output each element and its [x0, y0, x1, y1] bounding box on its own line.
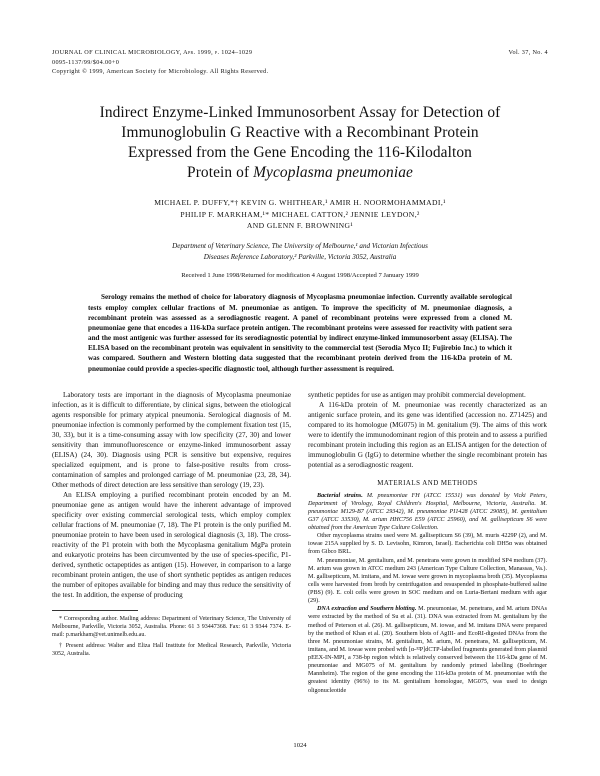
footnote-corresponding-author: * Corresponding author. Mailing address: Department of Veterinary Science, The University of Melbourne, Parkville, Victoria 3052, Australia. Phone: 61 3 93447368. Fax: 61 3 9344 7374. E-mail: p.markham@vet.unimelb.edu.au. — [52, 616, 291, 639]
body-columns — [52, 390, 548, 695]
left-paragraph-1: Laboratory tests are important in the diagnosis of Mycoplasma pneumoniae infection, as it is difficult to differentiate, by clinical signs, between the etiological agents responsible for primary atypical pneumonia. Serological diagnosis of M. pneumoniae infection is commonly performed by the complement fixation test (15, 30, 33), but it is a time-consuming assay with low specificity (27, 30) and lower sensitivity than immunofluorescence or enzyme-linked immunosorbent assay (ELISA) (24, 30). Diagnosis using PCR is sensitive but expensive, requires specialized equipment, and is prone to false-positive results from cross-contamination of samples and prolonged carriage of M. pneumoniae (23, 28, 34). Other methods of direct detection are less sensitive than serology (19, 23). — [52, 390, 291, 489]
methods-paragraph-bacterial-strains — [308, 492, 547, 533]
methods-paragraph-dna-extraction — [308, 605, 547, 694]
page-number: 1024 — [293, 742, 307, 749]
materials-and-methods-body — [308, 492, 547, 695]
section-heading-materials-and-methods: MATERIALS AND METHODS — [377, 479, 478, 487]
affiliation-line-1: Department of Veterinary Science, The University of Melbourne,¹ and Victorian Infectious — [172, 242, 428, 251]
author-list — [52, 197, 548, 232]
journal-issn-line: 0095-1137/99/$04.00+0 — [52, 58, 120, 66]
methods-paragraph-2: Other mycoplasma strains used were M. gallisepticum S6 (39), M. muris 4229P (2), and M. iowae 215A supplied by S. D. Levisohn, Kimron, Israel). Escherichia coli DH5α was obtained from Gibco BRL. — [308, 533, 547, 556]
page-title — [52, 103, 548, 183]
title-line-4-prefix: Protein of — [187, 163, 254, 181]
journal-header-left — [52, 48, 268, 77]
author-affiliation — [52, 241, 548, 262]
title-line-3: Expressed from the Gene Encoding the 116-Kilodalton — [128, 143, 472, 161]
title-line-1: Indirect Enzyme-Linked Immunosorbent Assay for Detection of — [99, 103, 501, 121]
journal-copyright-line: Copyright © 1999, American Society for Microbiology. All Rights Reserved. — [52, 68, 269, 76]
right-paragraph-1: synthetic peptides for use as antigen may prohibit commercial development. — [308, 390, 526, 399]
right-paragraph-2: A 116-kDa protein of M. pneumoniae was recently characterized as an antigenic surface protein, and its gene was identified (accession no. Z71425) and compared to its homologue (MG075) in M. genitalium (9). The aims of this work were to identify the immunodominant region of this protein and to assess a purified recombinant protein including this region as an ELISA antigen for the detection of immunoglobulin G (IgG) to determine whether the single recombinant protein has potential as a serodiagnostic reagent. — [308, 400, 547, 469]
methods-text-4: M. pneumoniae, M. penetrans, and M. arium DNAs were extracted by the method of Su et al. (31). DNA was extracted from M. genitalium by the method of Peterson et al. (26). M. gallisepticum, M. iowae, and M. imitans DNA were prepared by the method of Khan et al. (20). Southern blots of AgIII- and EcoRI-digested DNAs from the three M. pneumoniae strains, M. genitalium, M. arium, M. penetrans, M. gallisepticum, M. imitans, and M. iowae were probed with [α-³²P]dCTP-labelled fragments generated from plasmid pEEX-IN-MPI, a 738-bp region which is relatively conserved between the 116-kDa gene of M. pneumoniae and MG075 of M. genitalium by randomly primed labelling (Boehringer Mannheim). The region of the gene encoding the 116-kDa protein of M. pneumoniae with the greatest identity (96%) to its M. genitalium homologue, MG075, was used to design oligonucleotide — [308, 606, 547, 694]
methods-run-in-head-bacterial-strains: Bacterial strains. — [317, 492, 367, 499]
article-content — [52, 48, 548, 695]
received-dates: Received 1 June 1998/Returned for modification 4 August 1998/Accepted 7 January 1999 — [181, 272, 419, 280]
methods-run-in-head-dna-extraction: DNA extraction and Southern blotting. — [317, 606, 419, 613]
author-line-1: MICHAEL P. DUFFY,*† KEVIN G. WHITHEAR,¹ AMIR H. NOORMOHAMMADI,¹ — [154, 197, 446, 207]
title-species-name: Mycoplasma pneumoniae — [253, 163, 413, 181]
footnote-divider — [52, 610, 138, 611]
right-column — [308, 390, 547, 695]
footnotes — [52, 615, 291, 658]
title-line-4 — [52, 163, 548, 183]
affiliation-line-2: Diseases Reference Laboratory,² Parkville, Victoria 3052, Australia — [203, 252, 397, 261]
journal-citation-line: JOURNAL OF CLINICAL MICROBIOLOGY, Apr. 1999, p. 1024–1029 — [52, 49, 253, 56]
journal-volume-line: Vol. 37, No. 4 — [508, 49, 548, 56]
left-paragraph-2: An ELISA employing a purified recombinant protein encoded by an M. pneumoniae gene as antigen would have the inherent advantage of improved specificity over existing commercial serological tests, which employ complex cellular fractions of M. pneumoniae (7, 18). The P1 protein is the only purified M. pneumoniae protein to have been used in serological diagnosis (3, 18). The cross-reactivity of the P1 protein with both the Mycoplasma genitalium MgPa protein and eukaryotic proteins has been circumvented by the use of species-specific, P1-derived, synthetic octapeptides as antigen (15). However, in comparison to a large recombinant protein antigen, the use of short synthetic peptides as antigen reduces the number of epitopes available for binding and may thus reduce the sensitivity of the test. In addition, the expense of producing — [52, 490, 291, 600]
abstract: Serology remains the method of choice for laboratory diagnosis of Mycoplasma pneumoniae infection. Currently available serological tests employ complex cellular fractions of M. pneumoniae as antigen. To improve the specificity of M. pneumoniae diagnosis, a recombinant protein was assessed as a serodiagnostic reagent. A panel of recombinant proteins were expressed from a cloned M. pneumoniae gene that encodes a 116-kDa surface protein antigen. The recombinant proteins were assessed for reactivity with patient sera and the most antigenic was further assessed for its serodiagnostic potential by indirect enzyme-linked immunosorbent assay (ELISA). The ELISA based on the recombinant protein was equivalent in sensitivity to the commercial test (Serodia Myco II; Fujirebio Inc.) to which it was compared. Southern and Western blotting data suggested that the recombinant protein derived from the 116-kDa protein of M. pneumoniae could provide a species-specific diagnostic tool, although further assessment is required. — [88, 293, 512, 373]
left-column — [52, 390, 291, 695]
methods-text-1: M. pneumoniae FH (ATCC 15531) was donated by Vicki Peters, Department of Virology, Royal Children's Hospital, Melbourne, Victoria, Australia. M. pneumoniae M129-B7 (ATCC 29342), M. pneumoniae PI1428 (ATCC 29085), M. genitalium G37 (ATCC 33530), M. arium HHC756 E59 (ATCC 25960), and M. gallisepticum S6 were obtained from the American Type Culture Collection. — [308, 492, 547, 531]
author-line-3: AND GLENN F. BROWNING¹ — [246, 221, 354, 231]
footnote-present-address: † Present address: Walter and Eliza Hall Institute for Medical Research, Parkville, Victoria 3052, Australia. — [52, 643, 291, 658]
author-line-2: PHILIP F. MARKHAM,¹* MICHAEL CATTON,² JENNIE LEYDON,² — [180, 209, 420, 219]
methods-paragraph-3: M. pneumoniae, M. genitalium, and M. penetrans were grown in modified SP4 medium (37). M. arium was grown in ATCC medium 243 (American Type Culture Collection, Manassas, Va.). M. gallisepticum, M. imitans, and M. iowae were grown in mycoplasma broth (35). Mycoplasma cells were harvested from broth by centrifugation and resuspended in phosphate-buffered saline (PBS) (9). E. coli cells were grown in SOC medium and on Luria-Bertani medium with agar (29). — [308, 557, 547, 605]
journal-header — [52, 48, 548, 77]
title-line-2: Immunoglobulin G Reactive with a Recombinant Protein — [121, 123, 479, 141]
